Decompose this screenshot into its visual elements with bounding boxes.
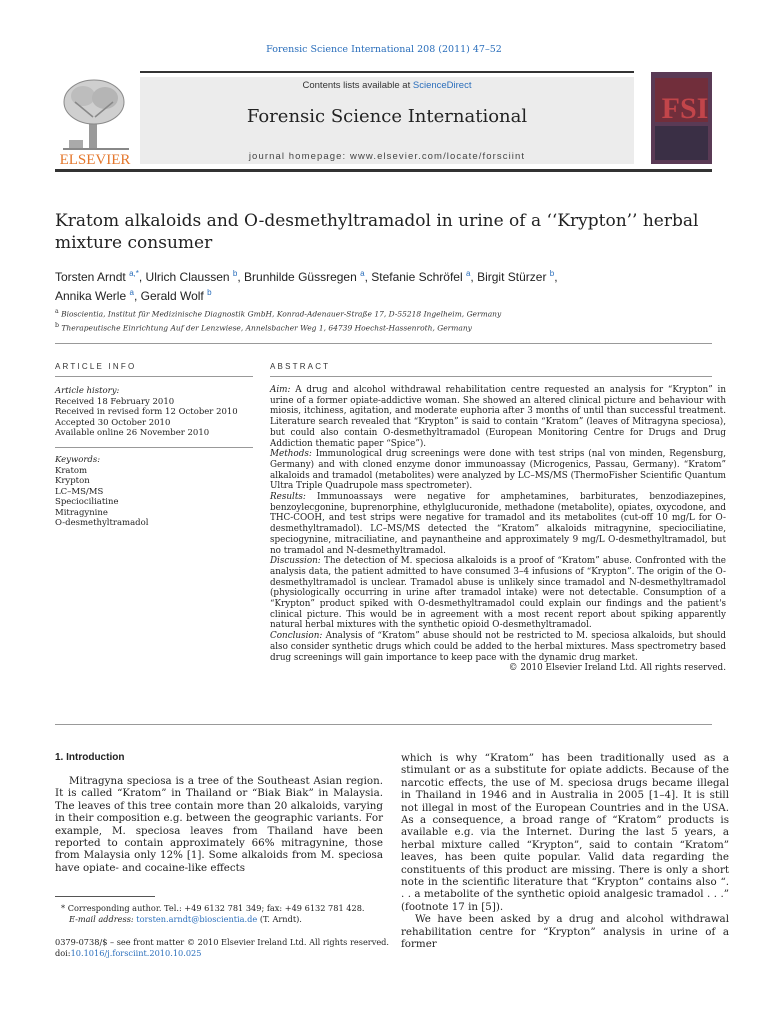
author-name [477, 270, 554, 284]
affiliation-text: Bioscientia, Institut für Medizinische Diagnostik GmbH, Konrad-Adenauer-Straße 17, D-55218 Ingelheim, Germany [61, 309, 502, 319]
cover-mark: FSI [661, 92, 709, 125]
keyword-item: Mitragynine [55, 507, 108, 518]
footnote-contact: * Corresponding author. Tel.: +49 6132 781 349; fax: +49 6132 781 428. [61, 903, 365, 913]
affiliation-mark: b [55, 321, 60, 329]
journal-citation[interactable]: Forensic Science International 208 (2011) 47–52 [266, 44, 502, 55]
article-info-heading: ARTICLE INFO [55, 362, 137, 371]
author-text: Brunhilde Güssregen [244, 270, 357, 284]
footnote-rule [55, 896, 155, 897]
author-name [146, 270, 238, 284]
intro-paragraph-2: We have been asked by a drug and alcohol withdrawal rehabilitation centre for “Krypton” analysis in urine of a former [401, 913, 729, 951]
keyword-item: O-desmethyltramadol [55, 518, 149, 528]
journal-name: Forensic Science International [246, 106, 528, 127]
affiliation-b [55, 320, 715, 334]
abstract-heading: ABSTRACT [270, 362, 331, 371]
conclusion-text: Analysis of “Kratom” abuse should not be restricted to M. speciosa alkaloids, but should also consider synthetic drugs which could be added to the herbal mixtures. Mass spectrometry based drug screenings will gain importance to keep pace with the dynamic drug market. [270, 631, 726, 663]
results-label: Results: [270, 492, 306, 503]
keywords [55, 455, 255, 529]
sciencedirect-link[interactable]: ScienceDirect [412, 80, 472, 91]
conclusion-label: Conclusion: [270, 631, 323, 642]
author-text: Birgit Stürzer [477, 270, 547, 284]
abstract-methods [270, 449, 726, 492]
elsevier-tree-icon [63, 80, 129, 150]
author-name [141, 289, 212, 303]
history-item: Available online 26 November 2010 [55, 428, 210, 438]
doi-link[interactable]: 10.1016/j.forsciint.2010.10.025 [70, 947, 202, 958]
issn-block [55, 937, 455, 958]
body-column-right [401, 752, 729, 951]
author-text: Torsten Arndt [55, 270, 126, 284]
footnote-email [55, 914, 385, 925]
email-label: E-mail address: [69, 913, 137, 924]
elsevier-wordmark: ELSEVIER [59, 152, 131, 167]
elsevier-logo[interactable] [55, 72, 135, 167]
abstract-copyright: © 2010 Elsevier Ireland Ltd. All rights reserved. [508, 663, 726, 674]
affiliation-text: Therapeutische Einrichtung Auf der Lenzwiese, Annelsbacher Weg 1, 64739 Hoechst-Hassenroth, Germany [61, 323, 472, 332]
affiliation-mark: a [55, 308, 59, 315]
header-rule-top [140, 71, 634, 73]
article-history [55, 386, 255, 439]
contents-prefix: Contents lists available at [302, 80, 413, 91]
header-rule-bottom [55, 169, 712, 172]
section-divider [55, 343, 712, 344]
author-text: Stefanie Schröfel [371, 270, 463, 284]
keyword-item: Kratom [55, 465, 88, 476]
keyword-item: Speciociliatine [55, 497, 119, 507]
section-title-introduction: 1. Introduction [55, 752, 125, 763]
history-label: Article history: [55, 386, 120, 396]
history-item: Accepted 30 October 2010 [55, 417, 171, 428]
author-text: Ulrich Claussen [145, 270, 230, 284]
history-item: Received 18 February 2010 [55, 396, 175, 407]
author-affiliation-mark[interactable]: b [549, 269, 555, 278]
article-title: Kratom alkaloids and O-desmethyltramadol in urine of a ‘‘Krypton’’ herbal mixture consumer [55, 211, 699, 253]
body-column-left [55, 775, 383, 874]
keywords-rule [55, 447, 253, 448]
author-text: Gerald Wolf [140, 289, 204, 303]
abstract-conclusion [270, 631, 726, 663]
intro-paragraph: Mitragyna speciosa is a tree of the Southeast Asian region. It is called “Kratom” in Thailand or “Biak Biak” in Malaysia. The leaves of this tree contain more than 20 alkaloids, varying in their composition e.g. between the geographic variants. For example, M. speciosa leaves from Thailand have been reported to contain approximately 66% mitragynine, those from Malaysia only 12% [1]. Some alkaloids from M. speciosa have opiate- and cocaine-like effects [55, 775, 383, 874]
abstract-bottom-rule [55, 724, 712, 725]
keyword-item: Krypton [55, 476, 90, 486]
abstract-results [270, 492, 726, 556]
author-affiliation-mark[interactable]: b [207, 288, 212, 297]
author-name [244, 270, 365, 284]
journal-cover-thumbnail[interactable] [651, 72, 712, 164]
author-affiliation-mark[interactable]: a,* [129, 269, 139, 278]
author-affiliation-mark[interactable]: a [360, 269, 365, 278]
author-name [55, 289, 134, 303]
results-text: Immunoassays were negative for amphetamines, barbiturates, benzodiazepines, benzoylecgonine, buprenorphine, ethylglucuronide, methadone (metabolite), opiates, oxycodone, and THC-COOH, and test strips were negative for tramadol and its metabolites (cut-off 10 mg/L for O-desmethyltramadol). LC–MS/MS detected the “Kratom” alkaloids mitragynine, speciociliatine, speciogynine, mitraciliatine, and paynantheine and approximately 9 mg/L O-desmethyltramadol, but no tramadol and N-desmethyltramadol. [270, 492, 726, 556]
doi-prefix: doi: [55, 947, 71, 958]
issn-line: 0379-0738/$ – see front matter © 2010 Elsevier Ireland Ltd. All rights reserved. [55, 937, 390, 947]
abstract-rule [270, 376, 712, 377]
author-affiliation-mark[interactable]: a [465, 269, 471, 278]
discussion-label: Discussion: [270, 556, 321, 567]
aim-label: Aim: [270, 385, 291, 395]
contents-line [140, 80, 634, 91]
author-affiliation-mark[interactable]: a [129, 288, 134, 297]
email-link[interactable]: torsten.arndt@bioscientia.de [136, 913, 258, 924]
abstract-body [270, 385, 726, 674]
author-list: Torsten Arndt $^{a,*}$, Ulrich Claussen $^b$, Brunhilde Güssregen $^a$, Stefanie Schröfel $^a$, Birgit Stürzer $^b$, Annika Werle $^a$, Gerald Wolf $^b$ [55, 269, 558, 303]
doi-line [55, 948, 455, 959]
intro-paragraph-continued: which is why “Kratom” has been traditionally used as a stimulant or as a substitute for opiate addicts. Because of the narcotic effects, the use of M. speciosa drugs became illegal in Thailand in 1946 and in Australia in 2005 [1–4]. It is still not illegal in most of the European Countries and in the USA. As a consequence, a broad range of “Kratom” products is available e.g. via the Internet. During the last 5 years, a herbal mixture called “Krypton”, said to contain “Kratom” leaves, has been quite popular. Valid data regarding the constituents of this product are missing. There is only a short note in the scientific literature that “Krypton” contains also “. . . a metabolite of the synthetic opioid analgesic tramadol . . .” (footnote 17 in [5]). [401, 752, 729, 913]
author-text: Annika Werle [55, 289, 127, 303]
keyword-item: LC–MS/MS [55, 486, 104, 497]
corresponding-author-footnote [55, 903, 385, 924]
abstract-discussion [270, 556, 726, 631]
author-name [55, 270, 139, 284]
article-info-rule [55, 376, 253, 377]
discussion-text: The detection of M. speciosa alkaloids is a proof of “Kratom” abuse. Confronted with the analysis data, the patient admitted to have consumed 3–4 infusions of “Krypton”. The origin of the O-desmethyltramadol is unclear. Tramadol abuse is unlikely since tramadol and N-desmethyltramadol (physiologically occurring in urine after tramadol intake) were not detectable. Consumption of a “Krypton” product spiked with O-desmethyltramadol could explain our findings and the patient's clinical picture. This would be in agreement with a most recent report about spiking apparently natural herbal mixtures with the synthetic opioid O-desmethyltramadol. [270, 556, 726, 631]
email-suffix: (T. Arndt). [257, 913, 302, 924]
history-item: Received in revised form 12 October 2010 [55, 407, 238, 417]
keywords-label: Keywords: [55, 455, 101, 465]
author-name [371, 270, 470, 284]
aim-text: A drug and alcohol withdrawal rehabilitation centre requested an analysis for “Krypton” in urine of a former opiate-addictive woman. She showed an altered clinical picture and behaviour with miosis, itchiness, agitation, and moderate euphoria after 3 months of until than successful treatment. Literature search revealed that “Krypton” is said to contain “Kratom” (leaves of Mitragyna speciosa), but could also contain O-desmethyltramadol (European Monitoring Centre for Drugs and Drug Addiction thematic paper “Spice”). [270, 385, 726, 449]
affiliation-a [55, 306, 715, 320]
methods-text: Immunological drug screenings were done with test strips (nal von minden, Regensburg, Germany) and with cloned enzyme donor immunoassay (Microgenics, Passau, Germany). “Kratom” alkaloids and tramadol (metabolites) were analyzed by LC–MS/MS (ThermoFisher Scientific Quantum Ultra Triple Quadrupole mass spectrometer). [270, 449, 726, 492]
abstract-aim [270, 385, 726, 449]
affiliations [55, 306, 715, 333]
methods-label: Methods: [270, 449, 312, 460]
author-affiliation-mark[interactable]: b [232, 269, 238, 278]
journal-homepage[interactable]: journal homepage: www.elsevier.com/locate/forsciint [248, 151, 526, 162]
